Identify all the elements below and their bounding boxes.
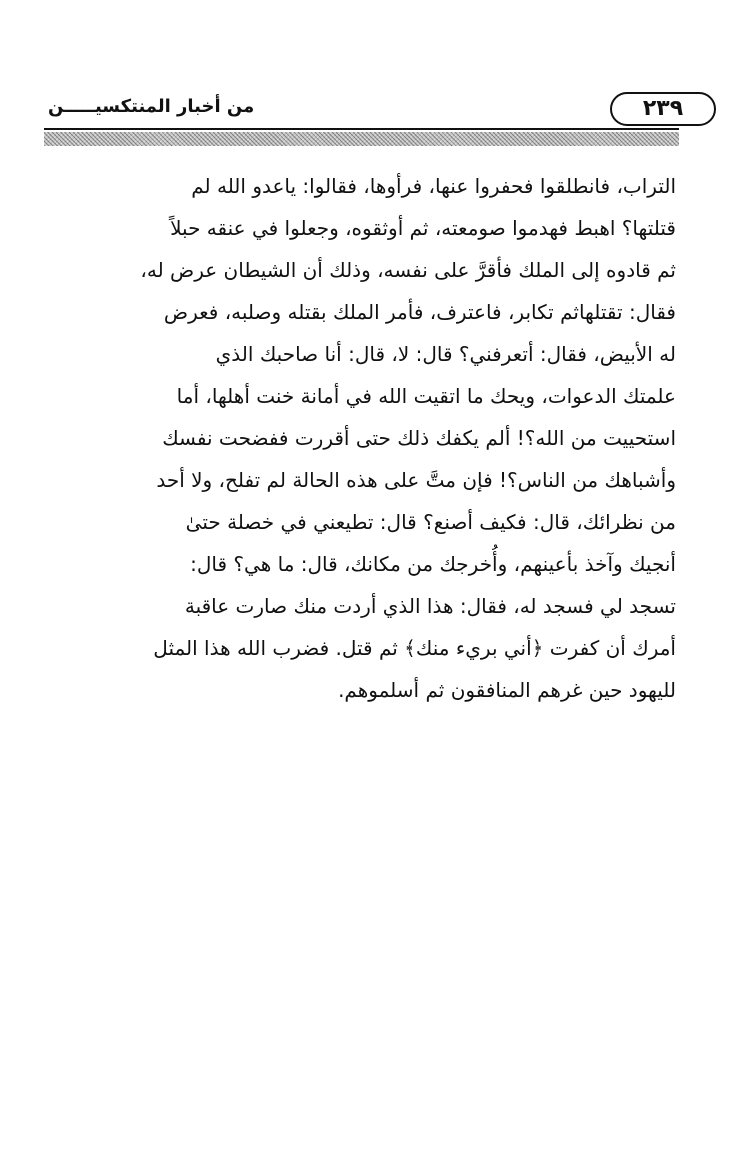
running-title: من أخبار المنتكسيـــــن — [48, 96, 255, 117]
text-line-last: لليهود حين غرهم المنافقون ثم أسلموهم. — [338, 678, 676, 702]
body-text — [46, 165, 676, 711]
text-line: فقال: تقتلهاثم تكابر، فاعترف، فأمر الملك بقتله وصلبه، فعرض — [163, 300, 676, 324]
header-hatched-band — [44, 132, 679, 146]
text-line: علمتك الدعوات، ويحك ما اتقيت الله في أمانة خنت أهلها، أما — [176, 384, 676, 408]
text-line: التراب، فانطلقوا فحفروا عنها، فرأوها، فقالوا: ياعدو الله لم — [191, 174, 676, 198]
page-header — [44, 88, 684, 132]
header-rule — [44, 128, 679, 130]
text-line: استحييت من الله؟! ألم يكفك ذلك حتى أقررت ففضحت نفسك — [162, 426, 676, 450]
text-line: قتلتها؟ اهبط فهدموا صومعته، ثم أوثقوه، وجعلوا في عنقه حبلاً — [170, 216, 676, 240]
text-line: أمرك أن كفرت ﴿أني بريء منك﴾ ثم قتل. فضرب الله هذا المثل — [153, 636, 676, 660]
text-line: له الأبيض، فقال: أتعرفني؟ قال: لا، قال: أنا صاحبك الذي — [215, 342, 676, 366]
text-line: تسجد لي فسجد له، فقال: هذا الذي أردت منك صارت عاقبة — [184, 594, 676, 618]
page-number: ٢٣٩ — [642, 96, 684, 121]
text-line: من نظرائك، قال: فكيف أصنع؟ قال: تطيعني في خصلة حتىٰ — [185, 510, 676, 534]
text-line: وأشباهك من الناس؟! فإن متَّ على هذه الحالة لم تفلح، ولا أحد — [156, 468, 676, 492]
text-line: أنجيك وآخذ بأعينهم، وأُخرجك من مكانك، قال: ما هي؟ قال: — [190, 552, 676, 576]
text-line: ثم قادوه إلى الملك فأقرَّ على نفسه، وذلك أن الشيطان عرض له، — [140, 258, 676, 282]
page-number-badge — [610, 92, 716, 126]
